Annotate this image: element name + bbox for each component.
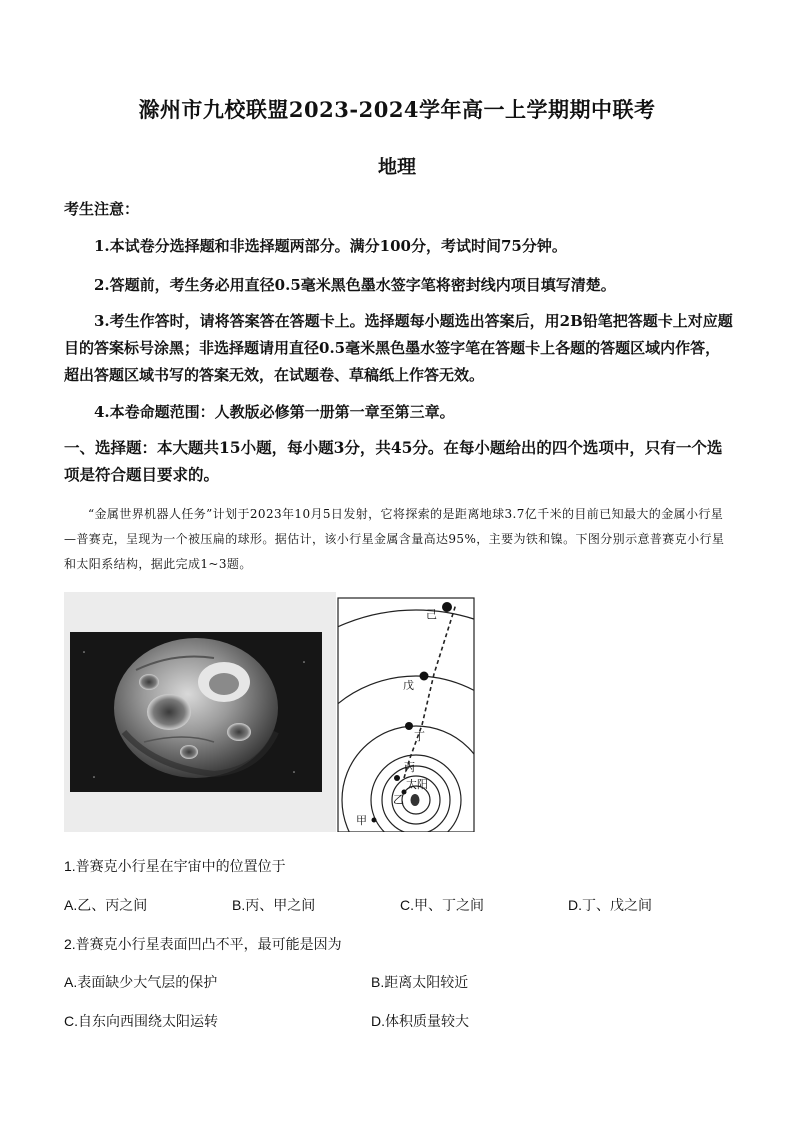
- label-wu: 戊: [403, 679, 414, 692]
- asteroid-photo: [70, 632, 322, 792]
- figure: [64, 592, 478, 832]
- notice-item-4: 4.本卷命题范围：人教版必修第一册第一章至第三章。: [94, 403, 455, 421]
- notice-item-2: 2.答题前，考生务必用直径0.5毫米黑色墨水签字笔将密封线内项目填写清楚。: [94, 276, 616, 294]
- label-jia: 甲: [356, 814, 367, 827]
- planet-bing: [394, 775, 400, 781]
- section-heading: 一、选择题：本大题共15小题，每小题3分，共45分。在每小题给出的四个选项中，只有一个选项是符合题目要求的。: [64, 438, 723, 484]
- question-1-option-d[interactable]: D.丁、戊之间: [568, 897, 652, 913]
- planet-jia: [372, 818, 377, 823]
- question-2-option-d[interactable]: D.体积质量较大: [371, 1013, 469, 1029]
- planet-wu: [420, 672, 429, 681]
- notice-heading: 考生注意：: [64, 200, 140, 218]
- question-2-option-b[interactable]: B.距离太阳较近: [371, 974, 469, 990]
- label-ji: 己: [426, 608, 437, 621]
- question-2-option-c[interactable]: C.自东向西围绕太阳运转: [64, 1013, 218, 1029]
- exam-subject: 地理: [377, 156, 416, 178]
- label-ding: 丁: [414, 730, 425, 743]
- notice-item-1: 1.本试卷分选择题和非选择题两部分。满分100分，考试时间75分钟。: [94, 237, 567, 255]
- exam-title: 滁州市九校联盟2023-2024学年高一上学期期中联考: [138, 97, 656, 122]
- question-1-option-b[interactable]: B.丙、甲之间: [232, 897, 316, 913]
- planet-ding: [405, 722, 413, 730]
- question-1-option-a[interactable]: A.乙、丙之间: [64, 897, 148, 913]
- sun-marker: [411, 794, 420, 806]
- label-yi: 乙: [393, 793, 404, 806]
- question-2-stem: 2.普赛克小行星表面凹凸不平，最可能是因为: [64, 936, 342, 952]
- material-passage: “金属世界机器人任务”计划于2023年10月5日发射，它将探索的是距离地球3.7亿千米的目前已知最大的金属小行星—普赛克，呈现为一个被压扁的球形。据估计，该小行星金属含量高达95%，主要为铁和镍。下图分别示意普赛克小行星和太阳系结构，据此完成1~3题。: [64, 507, 725, 571]
- question-1-stem: 1.普赛克小行星在宇宙中的位置位于: [64, 858, 286, 874]
- label-bing: 丙: [404, 761, 415, 774]
- notice-item-3: 3.考生作答时，请将答案答在答题卡上。选择题每小题选出答案后，用2B铅笔把答题卡上对应题目的答案标号涂黑；非选择题请用直径0.5毫米黑色墨水签字笔在答题卡上各题的答题区域内作答，超出答题区域书写的答案无效，在试题卷、草稿纸上作答无效。: [64, 312, 733, 384]
- question-2-option-a[interactable]: A.表面缺少大气层的保护: [64, 974, 218, 990]
- label-sun: 太阳: [406, 778, 428, 791]
- planet-ji: [442, 602, 452, 612]
- question-1-option-c[interactable]: C.甲、丁之间: [400, 897, 484, 913]
